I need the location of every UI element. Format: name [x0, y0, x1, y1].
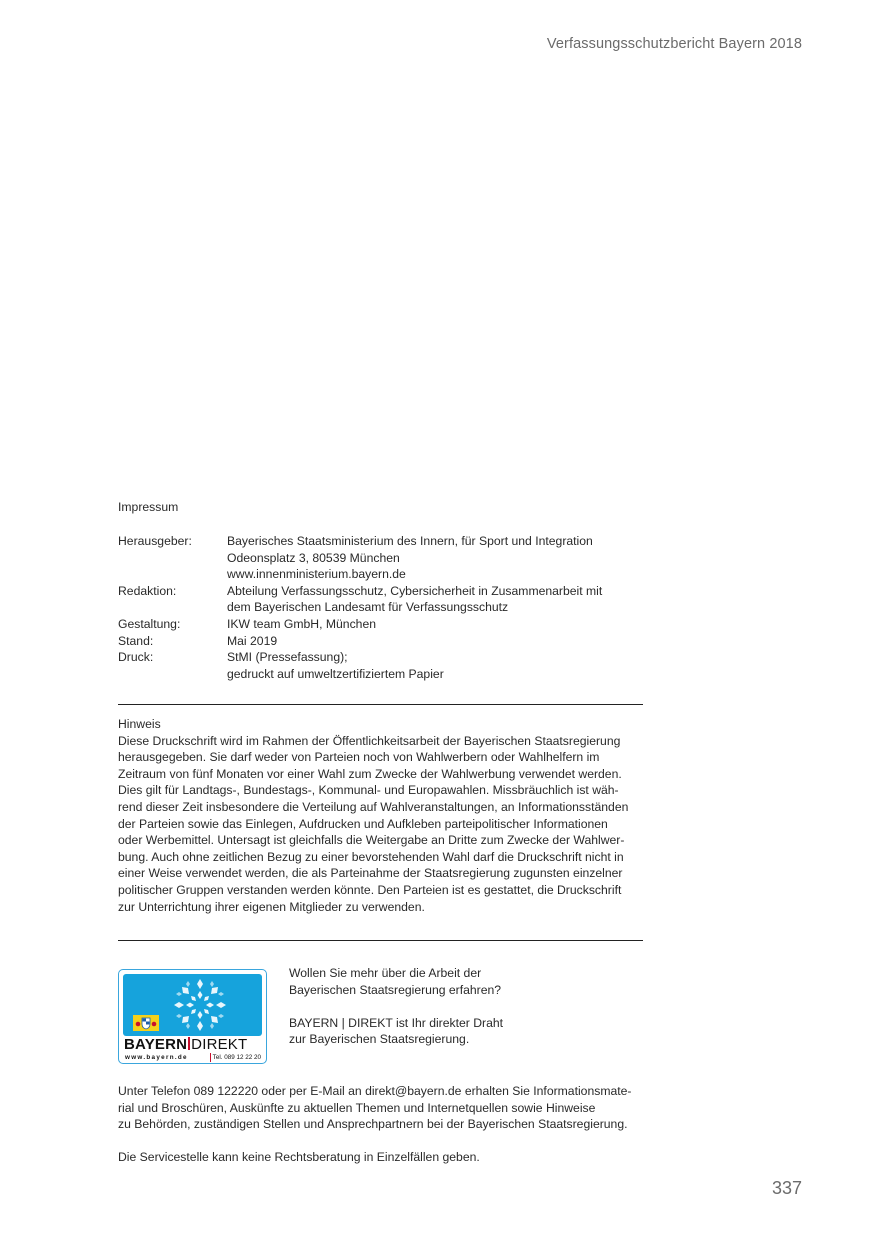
contact-line: zu Behörden, zuständigen Stellen und Ansprechpartnern bei der Bayerischen Staatsregierung.	[118, 1117, 628, 1132]
impressum-label: Redaktion:	[118, 583, 177, 598]
bayern-direkt-line: zur Bayerischen Staatsregierung.	[289, 1032, 470, 1047]
impressum-value-line: StMI (Pressefassung);	[227, 650, 348, 665]
impressum-value-line: IKW team GmbH, München	[227, 616, 377, 631]
impressum-row-herausgeber	[118, 533, 643, 583]
bayern-direkt-logo	[118, 969, 267, 1064]
impressum-row-stand	[118, 633, 643, 650]
coat-of-arms-icon	[133, 1015, 159, 1031]
bayern-direkt-text	[289, 965, 649, 1048]
hinweis-section	[118, 716, 643, 915]
hinweis-line: zur Unterrichtung ihrer eigenen Mitglieder zu verwenden.	[118, 899, 425, 914]
impressum-value-line: Mai 2019	[227, 633, 278, 648]
hinweis-line: bung. Auch ohne zeitlichen Bezug zu einer bevorstehenden Wahl darf die Druckschrift nicht in	[118, 849, 624, 864]
impressum-label: Herausgeber:	[118, 534, 192, 548]
hinweis-line: einer Weise verwendet werden, die als Parteinahme der Staatsregierung zugunsten einzelner	[118, 866, 623, 881]
logo-sky-panel	[123, 974, 262, 1036]
impressum-row-druck	[118, 649, 643, 682]
impressum-row-redaktion	[118, 583, 643, 616]
hinweis-line: oder Werbemittel. Untersagt ist gleichfalls die Weitergabe an Dritte zum Zwecke der Wahlwer-	[118, 833, 625, 848]
bayern-direkt-line: BAYERN | DIREKT ist Ihr direkter Draht	[289, 1015, 504, 1030]
impressum-heading: Impressum	[118, 500, 179, 514]
logo-word-bayern: BAYERN	[124, 1036, 188, 1053]
logo-word-direkt: DIREKT	[191, 1036, 248, 1053]
impressum-label: Stand:	[118, 633, 154, 648]
hinweis-line: Diese Druckschrift wird im Rahmen der Öffentlichkeitsarbeit der Bayerischen Staatsregierung	[118, 733, 621, 748]
impressum-value-line: Bayerisches Staatsministerium des Innern, für Sport und Integration	[227, 534, 593, 548]
logo-separator	[188, 1037, 190, 1050]
impressum-value	[227, 649, 643, 682]
impressum-value-line: Odeonsplatz 3, 80539 München	[227, 550, 400, 565]
logo-wordmark	[124, 1036, 264, 1054]
impressum-table	[118, 533, 643, 682]
impressum-value-line: Abteilung Verfassungsschutz, Cybersicherheit in Zusammenarbeit mit	[227, 583, 603, 598]
divider	[118, 704, 643, 705]
impressum-value	[227, 583, 643, 616]
impressum-value	[227, 616, 643, 633]
impressum-value-line: www.innenministerium.bayern.de	[227, 567, 406, 582]
bayern-direkt-line: Bayerischen Staatsregierung erfahren?	[289, 982, 502, 997]
bayern-direkt-line: Wollen Sie mehr über die Arbeit der	[289, 966, 482, 980]
hinweis-line: rend dieser Zeit insbesondere die Verteilung auf Wahlveranstaltungen, an Informationsständen	[118, 799, 629, 814]
contact-paragraph	[118, 1083, 658, 1133]
logo-contact-strip	[125, 1053, 263, 1062]
service-note: Die Servicestelle kann keine Rechtsberatung in Einzelfällen geben.	[118, 1150, 480, 1164]
impressum-label: Druck:	[118, 650, 154, 665]
contact-line: rial und Broschüren, Auskünfte zu aktuellen Themen und Internetquellen sowie Hinweise	[118, 1100, 596, 1115]
impressum-value	[227, 533, 643, 583]
hinweis-line: der Parteien sowie das Einlegen, Aufdrucken und Aufkleben parteipolitischer Informationen	[118, 816, 608, 831]
hinweis-heading: Hinweis	[118, 717, 161, 731]
logo-tel: Tel. 089 12 22 20	[210, 1053, 261, 1062]
divider	[118, 940, 643, 941]
hinweis-line: Dies gilt für Landtags-, Bundestags-, Kommunal- und Europawahlen. Missbräuchlich ist wäh-	[118, 783, 619, 798]
logo-url: www.bayern.de	[125, 1054, 188, 1061]
impressum-value-line: dem Bayerischen Landesamt für Verfassungsschutz	[227, 600, 509, 615]
hinweis-line: herausgegeben. Sie darf weder von Parteien noch von Wahlwerbern oder Wahlhelfern im	[118, 750, 600, 765]
contact-line: Unter Telefon 089 122220 oder per E-Mail an direkt@bayern.de erhalten Sie Informationsmate-	[118, 1084, 632, 1098]
page-number: 337	[771, 1178, 802, 1198]
impressum-value-line: gedruckt auf umweltzertifiziertem Papier	[227, 666, 444, 681]
impressum-row-gestaltung	[118, 616, 643, 633]
hinweis-line: Zeitraum von fünf Monaten vor einer Wahl zum Zwecke der Wahlwerbung verwendet werden.	[118, 766, 622, 781]
impressum-value	[227, 633, 643, 650]
impressum-label: Gestaltung:	[118, 616, 181, 631]
hinweis-line: politischer Gruppen verstanden werden könnte. Den Parteien ist es gestattet, die Druckschrift	[118, 882, 622, 897]
running-header: Verfassungsschutzbericht Bayern 2018	[546, 36, 802, 52]
